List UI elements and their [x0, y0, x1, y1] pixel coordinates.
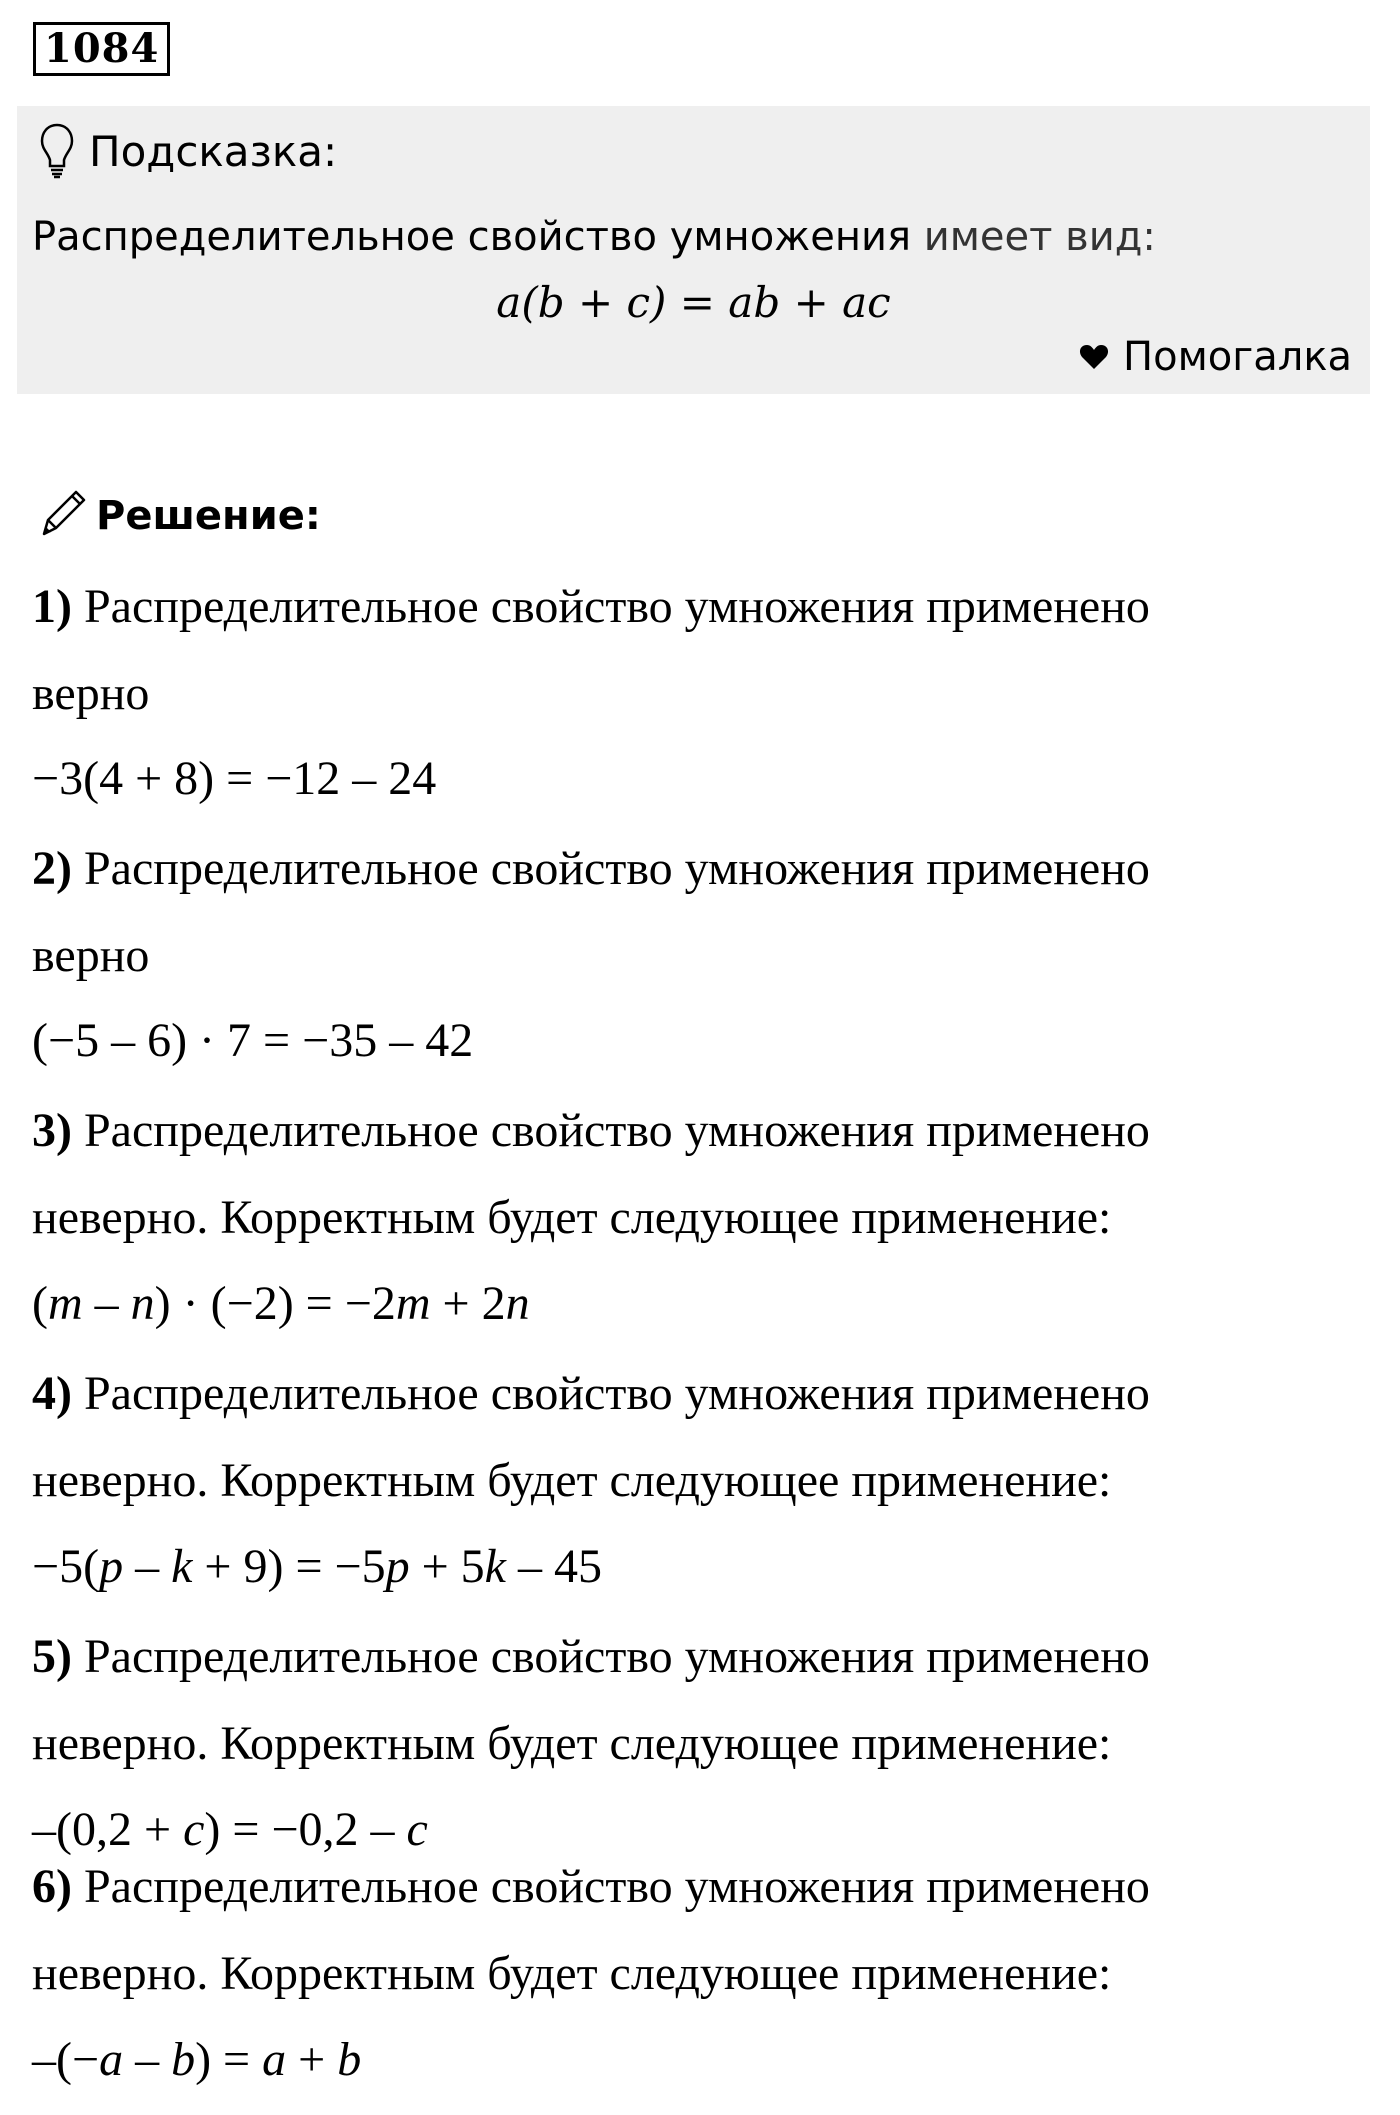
item-3-equation: (m – n) · (−2) = −2m + 2n — [32, 1277, 530, 1330]
item-6-cont: неверно. Корректным будет следующее применение: — [32, 1947, 1112, 2000]
item-1-line — [32, 580, 1150, 633]
item-1-equation: −3(4 + 8) = −12 – 24 — [32, 752, 437, 805]
item-number: 1) — [32, 580, 72, 633]
hint-text — [32, 214, 1156, 260]
item-3-cont: неверно. Корректным будет следующее применение: — [32, 1191, 1112, 1244]
item-4-cont: неверно. Корректным будет следующее применение: — [32, 1454, 1112, 1507]
hint-box — [17, 106, 1370, 394]
pencil-icon — [38, 486, 88, 545]
item-6-line — [32, 1860, 1150, 1913]
hint-formula: a(b + c) = ab + ac — [496, 278, 891, 327]
item-2-cont: верно — [32, 929, 150, 982]
item-4-equation: −5(p – k + 9) = −5p + 5k – 45 — [32, 1540, 602, 1593]
credit-label: Помогалка — [1123, 334, 1352, 380]
hint-term: Распределительное свойство умножения — [32, 214, 912, 260]
item-text: Распределительное свойство умножения применено — [71, 580, 1150, 633]
solution-title: Решение: — [96, 492, 321, 539]
hint-title: Подсказка: — [89, 126, 338, 176]
item-2-equation: (−5 – 6) · 7 = −35 – 42 — [32, 1014, 474, 1067]
item-5-cont: неверно. Корректным будет следующее применение: — [32, 1717, 1112, 1770]
task-number: 1084 — [33, 22, 170, 76]
item-text: Распределительное свойство умножения применено — [71, 1104, 1150, 1157]
lightbulb-icon — [39, 122, 75, 180]
solution-header — [38, 486, 321, 545]
item-4-line — [32, 1367, 1150, 1420]
item-number: 3) — [32, 1104, 72, 1157]
item-number: 6) — [32, 1860, 72, 1913]
hint-header — [39, 116, 337, 186]
item-text: Распределительное свойство умножения применено — [71, 1367, 1150, 1420]
item-5-line — [32, 1630, 1150, 1683]
item-2-line — [32, 842, 1150, 895]
item-5-equation: –(0,2 + c) = −0,2 – c — [32, 1803, 428, 1856]
item-text: Распределительное свойство умножения применено — [71, 1860, 1150, 1913]
item-number: 2) — [32, 842, 72, 895]
item-1-cont: верно — [32, 667, 150, 720]
item-number: 4) — [32, 1367, 72, 1420]
item-3-line — [32, 1104, 1150, 1157]
item-number: 5) — [32, 1630, 72, 1683]
hint-rest: имеет вид: — [911, 214, 1156, 260]
heart-icon — [1079, 334, 1123, 380]
credit[interactable] — [1079, 334, 1352, 380]
item-text: Распределительное свойство умножения применено — [71, 1630, 1150, 1683]
item-6-equation: –(−a – b) = a + b — [32, 2033, 362, 2086]
item-text: Распределительное свойство умножения применено — [71, 842, 1150, 895]
